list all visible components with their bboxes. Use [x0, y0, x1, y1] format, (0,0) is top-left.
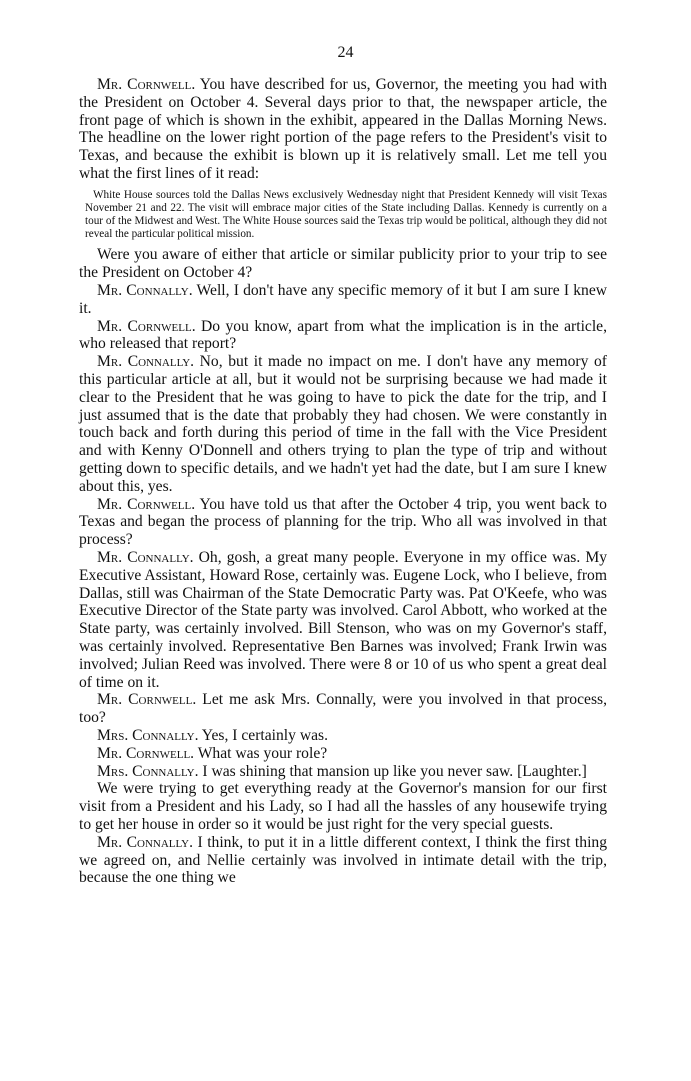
speaker-name: Mrs. Connally.: [97, 726, 199, 744]
paragraph: [79, 496, 607, 549]
paragraph-text: We were trying to get everything ready at the Governor's mansion for our first visit from a President and his Lady, so I had all the hassles of any housewife trying to get her house in order so it would be just right for the very special guests.: [79, 780, 607, 833]
block-quote: White House sources told the Dallas News exclusively Wednesday night that President Kennedy will visit Texas November 21 and 22. The visit will embrace major cities of the State including Dallas. Kennedy is currently on a tour of the Midwest and West. The White House sources said the Texas trip would be political, although they did not reveal the particular political mission.: [85, 188, 607, 240]
paragraph: [79, 282, 607, 318]
speaker-name: Mr. Connally.: [97, 353, 195, 371]
paragraph: [79, 834, 607, 887]
paragraph: [79, 763, 607, 781]
paragraph-text: Yes, I certainly was.: [198, 726, 328, 744]
paragraph-text: Were you aware of either that article or similar publicity prior to your trip to see the President on October 4?: [79, 246, 607, 282]
paragraph-text: I was shining that mansion up like you never saw. [Laughter.]: [198, 762, 587, 780]
paragraph: [79, 76, 607, 183]
speaker-name: Mr. Connally.: [97, 833, 193, 851]
paragraph: [79, 549, 607, 691]
speaker-name: Mr. Connally.: [97, 282, 193, 299]
paragraph: [79, 780, 607, 833]
speaker-name: Mr. Cornwell.: [97, 76, 196, 93]
speaker-name: Mr. Cornwell.: [97, 691, 197, 709]
paragraph-text: Do you know, apart from what the implication is in the article, who released that report?: [79, 317, 607, 353]
paragraph-text: Let me ask Mrs. Connally, were you involved in that process, too?: [79, 691, 607, 727]
paragraph-text: You have told us that after the October 4 trip, you went back to Texas and began the process of planning for the trip. Who all was involved in that process?: [79, 495, 607, 549]
paragraph-text: No, but it made no impact on me. I don't have any memory of this particular article at all, but it would not be surprising because we had made it clear to the President that he was going to have to pick the date for the trip, and I just assumed that is the date that probably they had chosen. We were constantly in touch back and forth during this period of time in the fall with the Vice President and with Kenny O'Donnell and others trying to plan the type of trip and without getting down to specific details, and we hadn't yet had the date, but I am sure I knew about this, yes.: [79, 353, 607, 495]
speaker-name: Mr. Cornwell.: [97, 495, 196, 513]
page-number: 24: [337, 44, 354, 61]
paragraph: [79, 745, 607, 763]
paragraph: [79, 246, 607, 282]
paragraph-text: What was your role?: [194, 744, 328, 762]
speaker-name: Mrs. Connally.: [97, 762, 199, 780]
paragraph: [79, 691, 607, 727]
speaker-name: Mr. Connally.: [97, 548, 194, 566]
paragraph: [79, 727, 607, 745]
speaker-name: Mr. Cornwell.: [97, 317, 196, 335]
speaker-name: Mr. Cornwell.: [97, 744, 195, 762]
paragraph: [79, 353, 607, 495]
paragraph-text: Well, I don't have any specific memory of it but I am sure I knew it.: [79, 282, 607, 317]
paragraph-text: Oh, gosh, a great many people. Everyone in my office was. My Executive Assistant, Howard Rose, certainly was. Eugene Lock, who I believe, from Dallas, still was Chairman of the State Democratic Party was. Pat O'Keefe, who was Executive Director of the State party was involved. Carol Abbott, who worked at the State party, was certainly involved. Bill Stenson, who was on my Governor's staff, was certainly involved. Representative Ben Barnes was involved; Frank Irwin was involved; Julian Reed was involved. There were 8 or 10 of us who spent a great deal of time on it.: [79, 548, 607, 691]
paragraph: [79, 318, 607, 354]
paragraph-text: You have described for us, Governor, the meeting you had with the President on October 4. Several days prior to that, the newspaper article, the front page of which is shown in the exhibit, appeared in the Dallas Morning News. The headline on the lower right portion of the page refers to the President's visit to Texas, and because the exhibit is blown up it is relatively small. Let me tell you what the first lines of it read:: [79, 76, 607, 182]
transcript-body: [79, 76, 607, 887]
paragraph-text: I think, to put it in a little different context, I think the first thing we agreed on, and Nellie certainly was involved in intimate detail with the trip, because the one thing we: [79, 833, 607, 887]
